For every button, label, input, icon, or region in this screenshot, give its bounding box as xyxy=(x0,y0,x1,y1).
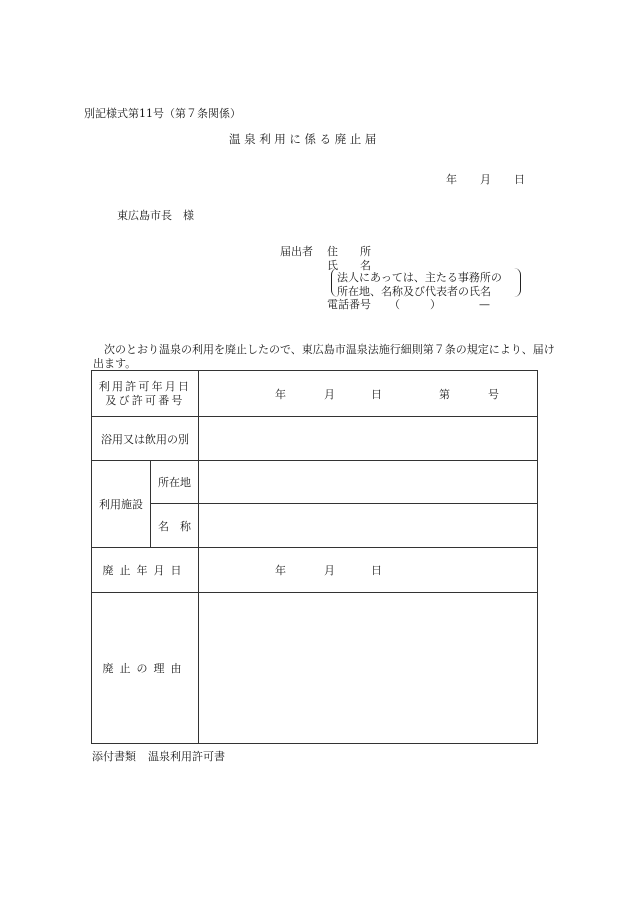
intro-paragraph xyxy=(93,343,563,371)
abolish-year-label: 年 xyxy=(275,564,286,577)
usage-row xyxy=(92,417,538,461)
permit-number-prefix: 第 xyxy=(439,387,450,401)
permit-month-label: 月 xyxy=(324,387,335,401)
abolish-day-label: 日 xyxy=(371,564,382,577)
permit-value-cell[interactable] xyxy=(199,371,538,417)
document-title: 温泉利用に係る廃止届 xyxy=(229,132,380,146)
permit-row xyxy=(92,371,538,417)
facility-name-row xyxy=(92,504,538,548)
facility-location-label: 所在地 xyxy=(158,476,191,489)
usage-value-cell[interactable] xyxy=(199,417,538,461)
date-month-label: 月 xyxy=(480,173,491,186)
corporate-note-line-1: 法人にあっては、主たる事務所の xyxy=(337,271,502,284)
notification-form-table xyxy=(91,370,538,744)
date-day-label: 日 xyxy=(514,173,525,186)
permit-label-line-2: 及び許可番号 xyxy=(105,393,185,407)
phone-dash: — xyxy=(479,298,490,311)
reason-label-cell xyxy=(92,593,199,744)
addressee: 東広島市長 様 xyxy=(117,209,194,222)
permit-day-label: 日 xyxy=(371,387,382,401)
permit-label-cell xyxy=(92,371,199,417)
facility-label-cell xyxy=(92,461,151,548)
usage-label: 浴用又は飲用の別 xyxy=(101,432,189,446)
facility-location-label-cell xyxy=(151,461,199,504)
facility-name-label-cell xyxy=(151,504,199,548)
date-year-label: 年 xyxy=(446,173,457,186)
name-label: 氏 名 xyxy=(327,259,371,272)
reason-value-cell[interactable] xyxy=(199,593,538,744)
usage-label-cell xyxy=(92,417,199,461)
attachments-line xyxy=(92,751,225,762)
abolish-month-label: 月 xyxy=(324,564,335,577)
intro-text: 次のとおり温泉の利用を廃止したので、東広島市温泉法施行細則第７条の規定により、届け出ます。 xyxy=(93,343,555,370)
reason-row xyxy=(92,593,538,744)
notifier-label: 届出者 xyxy=(280,245,313,258)
abolish-date-row xyxy=(92,548,538,593)
facility-location-value-cell[interactable] xyxy=(199,461,538,504)
form-number-label: 別記様式第11号（第７条関係） xyxy=(84,107,241,120)
phone-paren-open: （ xyxy=(389,298,400,311)
phone-label: 電話番号 xyxy=(327,298,371,311)
abolish-date-value-cell[interactable] xyxy=(199,548,538,593)
abolish-date-label: 廃止年月日 xyxy=(102,564,188,577)
permit-number-suffix: 号 xyxy=(488,387,499,401)
reason-label: 廃止の理由 xyxy=(102,662,188,675)
address-label: 住 所 xyxy=(327,245,371,258)
facility-name-label: 名 称 xyxy=(158,519,191,533)
attachments-label: 添付書類 xyxy=(92,750,136,763)
permit-label-line-1: 利用許可年月日 xyxy=(98,379,192,393)
phone-paren-close: ） xyxy=(430,298,441,311)
corporate-note-line-2: 所在地、名称及び代表者の氏名 xyxy=(337,285,491,298)
facility-label: 利用施設 xyxy=(99,498,143,511)
abolish-date-label-cell xyxy=(92,548,199,593)
facility-name-value-cell[interactable] xyxy=(199,504,538,548)
facility-location-row xyxy=(92,461,538,504)
permit-year-label: 年 xyxy=(275,387,286,401)
attachments-value: 温泉利用許可書 xyxy=(148,750,225,763)
